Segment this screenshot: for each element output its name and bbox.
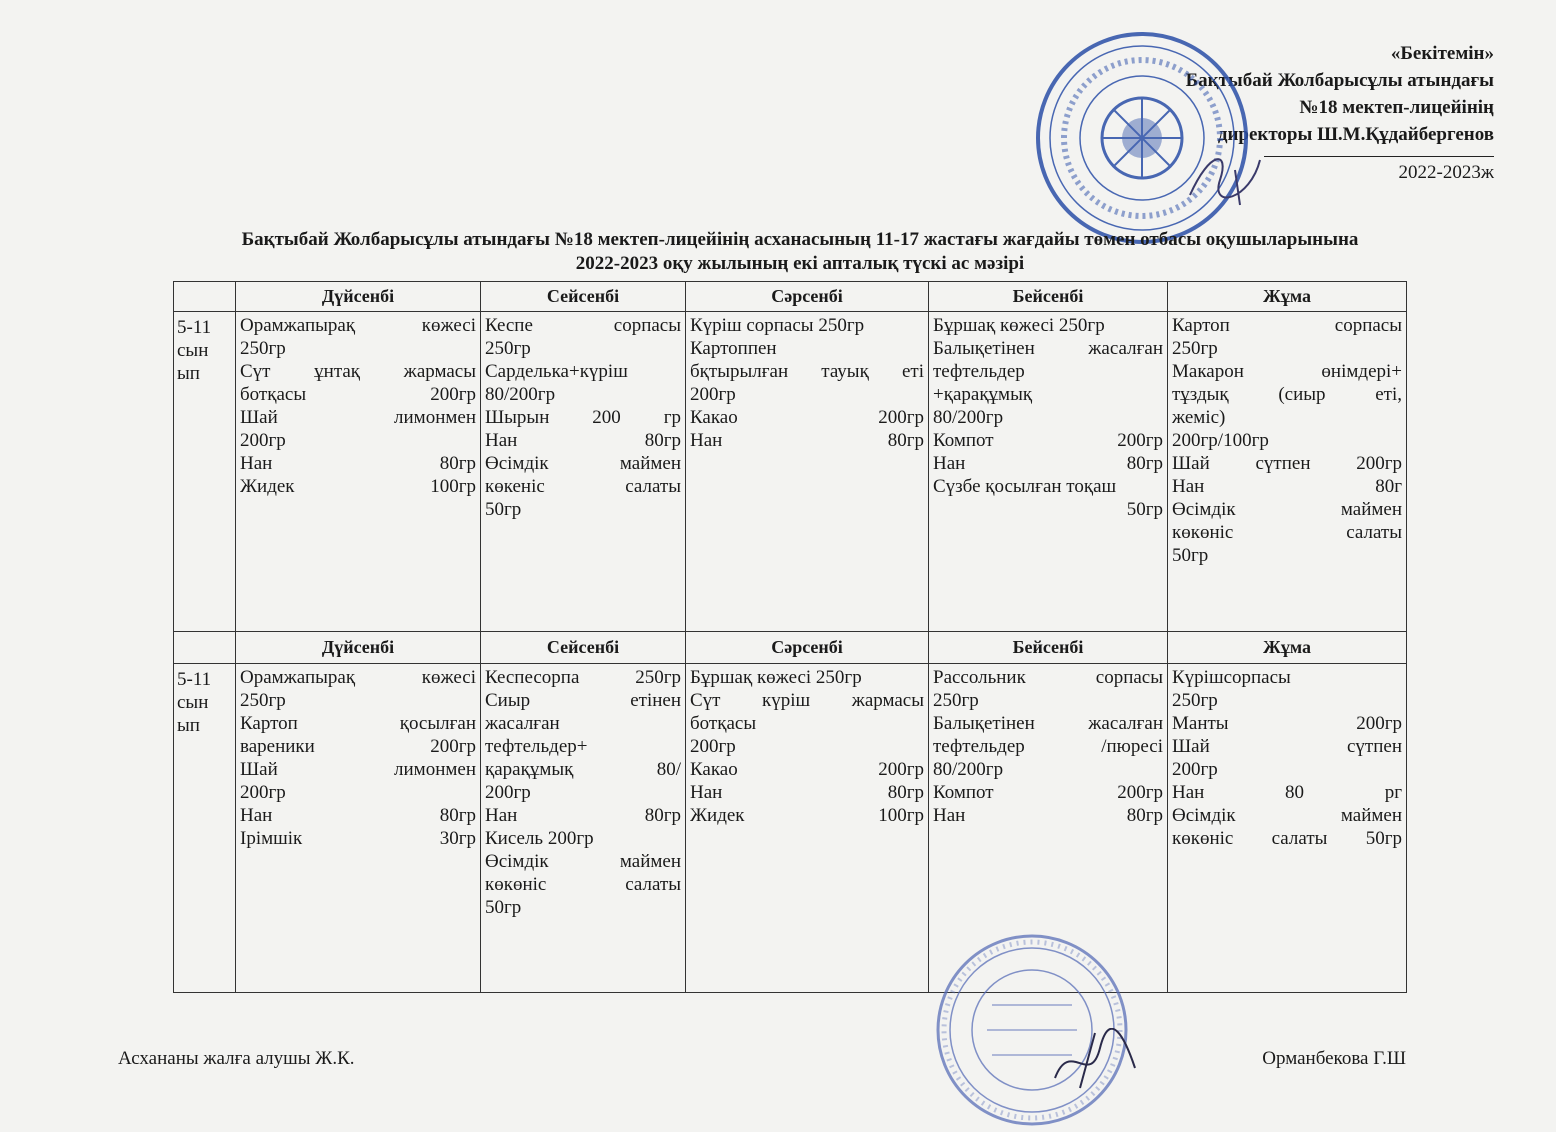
menu-line: Ірімшік 30гр bbox=[240, 828, 476, 849]
menu-line: 50гр bbox=[485, 499, 522, 520]
menu-line: вареники 200гр bbox=[240, 736, 476, 757]
header-blank bbox=[174, 632, 236, 664]
menu-line: 5-11 bbox=[177, 317, 212, 338]
menu-line: Шырын 200 гр bbox=[485, 407, 681, 428]
menu-line: Өсімдік маймен bbox=[485, 453, 681, 474]
menu-line: ып bbox=[177, 363, 200, 384]
title-line-2: 2022-2023 оқу жылының екі апталық түскі ас мәзірі bbox=[575, 253, 1025, 274]
week1-fri-menu bbox=[1168, 312, 1407, 632]
week1-tue-menu bbox=[481, 312, 686, 632]
menu-line: Нан 80гр bbox=[485, 430, 681, 451]
menu-line: ботқасы bbox=[690, 713, 757, 734]
menu-line: 5-11 bbox=[177, 669, 212, 690]
menu-line: Күріш сорпасы 250гр bbox=[690, 315, 865, 336]
menu-line: Кеспесорпа 250гр bbox=[485, 667, 681, 688]
menu-line: Картоп қосылған bbox=[240, 713, 476, 734]
menu-line: көкөніс салаты bbox=[485, 874, 681, 895]
menu-line: Сүт ұнтақ жармасы bbox=[240, 361, 476, 382]
menu-line: тефтельдер bbox=[933, 361, 1025, 382]
menu-line: Балықетінен жасалған bbox=[933, 713, 1163, 734]
menu-line: Орамжапырақ көжесі bbox=[240, 315, 476, 336]
menu-line: Сүт күріш жармасы bbox=[690, 690, 924, 711]
menu-table bbox=[173, 281, 1407, 993]
menu-line: 80/200гр bbox=[933, 407, 1004, 428]
menu-line: 50гр bbox=[485, 897, 522, 918]
menu-line: 200гр bbox=[240, 430, 286, 451]
menu-line: сын bbox=[177, 340, 209, 361]
day-header-thu: Бейсенбі bbox=[929, 282, 1168, 312]
lessee-label: Асхананы жалға алушы Ж.К. bbox=[118, 1048, 355, 1069]
menu-line: сын bbox=[177, 692, 209, 713]
menu-line: Сүзбе қосылған тоқаш bbox=[933, 476, 1117, 497]
week1-wed-menu bbox=[686, 312, 929, 632]
official-seal-icon bbox=[1032, 28, 1252, 248]
menu-line: ып bbox=[177, 715, 200, 736]
lessee-signature-icon bbox=[1050, 1028, 1140, 1098]
menu-line: Орамжапырақ көжесі bbox=[240, 667, 476, 688]
day-header-mon: Дүйсенбі bbox=[236, 632, 481, 664]
week2-mon-menu bbox=[236, 664, 481, 993]
menu-line: Нан 80гр bbox=[933, 453, 1163, 474]
menu-line: Макарон өнімдері+ bbox=[1172, 361, 1402, 382]
menu-line: Өсімдік маймен bbox=[485, 851, 681, 872]
menu-line: ботқасы 200гр bbox=[240, 384, 476, 405]
week1-header-row bbox=[174, 282, 1407, 312]
week2-menu-row bbox=[174, 664, 1407, 993]
menu-line: 250гр bbox=[1172, 338, 1218, 359]
menu-line: көкөніс салаты 50гр bbox=[1172, 828, 1402, 849]
menu-line: Какао 200гр bbox=[690, 407, 924, 428]
grade-label bbox=[174, 664, 236, 993]
menu-line: Нан 80гр bbox=[690, 782, 924, 803]
lessee-name: Орманбекова Г.Ш bbox=[1262, 1048, 1406, 1069]
menu-line: Картоп сорпасы bbox=[1172, 315, 1402, 336]
approval-title: «Бекітемін» bbox=[1390, 43, 1494, 64]
week1-thu-menu bbox=[929, 312, 1168, 632]
menu-line: 200гр bbox=[1172, 759, 1218, 780]
menu-line: тефтельдер+ bbox=[485, 736, 588, 757]
menu-line: 250гр bbox=[1172, 690, 1218, 711]
menu-line: Компот 200гр bbox=[933, 782, 1163, 803]
menu-line: Какао 200гр bbox=[690, 759, 924, 780]
menu-line: 200гр bbox=[690, 384, 736, 405]
menu-line: Шай лимонмен bbox=[240, 407, 476, 428]
menu-line: Жидек 100гр bbox=[240, 476, 476, 497]
day-header-wed: Сәрсенбі bbox=[686, 632, 929, 664]
menu-line: Күрішсорпасы bbox=[1172, 667, 1291, 688]
menu-line: Нан 80гр bbox=[485, 805, 681, 826]
menu-line: жасалған bbox=[485, 713, 560, 734]
menu-line: Картоппен bbox=[690, 338, 777, 359]
menu-line: Манты 200гр bbox=[1172, 713, 1402, 734]
week1-mon-menu bbox=[236, 312, 481, 632]
menu-line: Балықетінен жасалған bbox=[933, 338, 1163, 359]
menu-line: Бұршақ көжесі 250гр bbox=[690, 667, 862, 688]
menu-line: 200гр/100гр bbox=[1172, 430, 1269, 451]
day-header-thu: Бейсенбі bbox=[929, 632, 1168, 664]
menu-line: Сарделька+күріш bbox=[485, 361, 628, 382]
day-header-mon: Дүйсенбі bbox=[236, 282, 481, 312]
approval-school-name: Бақтыбай Жолбарысұлы атындағы bbox=[1185, 70, 1494, 91]
menu-line: бқтырылған тауық еті bbox=[690, 361, 924, 382]
menu-line: жеміс) bbox=[1172, 407, 1226, 428]
menu-line: тефтельдер /пюресі bbox=[933, 736, 1163, 757]
menu-line: Кеспе сорпасы bbox=[485, 315, 681, 336]
menu-line: көкөніс салаты bbox=[1172, 522, 1402, 543]
menu-line: Нан 80г bbox=[1172, 476, 1402, 497]
day-header-fri: Жұма bbox=[1168, 632, 1407, 664]
header-blank bbox=[174, 282, 236, 312]
week2-tue-menu bbox=[481, 664, 686, 993]
menu-line: 250гр bbox=[240, 690, 286, 711]
menu-line: Нан 80гр bbox=[240, 453, 476, 474]
approval-school-number: №18 мектеп-лицейінің bbox=[1299, 97, 1494, 118]
week2-fri-menu bbox=[1168, 664, 1407, 993]
menu-line: Өсімдік маймен bbox=[1172, 805, 1402, 826]
menu-line: Компот 200гр bbox=[933, 430, 1163, 451]
menu-line: 200гр bbox=[485, 782, 531, 803]
menu-line: Бұршақ көжесі 250гр bbox=[933, 315, 1105, 336]
week1-menu-row bbox=[174, 312, 1407, 632]
menu-line: Кисель 200гр bbox=[485, 828, 594, 849]
menu-line: 250гр bbox=[933, 690, 979, 711]
day-header-tue: Сейсенбі bbox=[481, 282, 686, 312]
week2-wed-menu bbox=[686, 664, 929, 993]
menu-line: Нан 80гр bbox=[933, 805, 1163, 826]
menu-line: 50гр bbox=[1172, 545, 1209, 566]
week2-header-row bbox=[174, 632, 1407, 664]
menu-line: Сиыр етінен bbox=[485, 690, 681, 711]
menu-line: Шай сүтпен 200гр bbox=[1172, 453, 1402, 474]
approval-director: директоры Ш.М.Құдайбергенов bbox=[1217, 124, 1494, 145]
menu-line: 200гр bbox=[240, 782, 286, 803]
menu-line: 250гр bbox=[485, 338, 531, 359]
menu-line: Шай лимонмен bbox=[240, 759, 476, 780]
menu-line: тұздық (сиыр еті, bbox=[1172, 384, 1402, 405]
day-header-tue: Сейсенбі bbox=[481, 632, 686, 664]
menu-line: 200гр bbox=[690, 736, 736, 757]
menu-line: 80/200гр bbox=[485, 384, 556, 405]
menu-line: көкеніс салаты bbox=[485, 476, 681, 497]
day-header-fri: Жұма bbox=[1168, 282, 1407, 312]
day-header-wed: Сәрсенбі bbox=[686, 282, 929, 312]
director-signature-icon bbox=[1180, 140, 1270, 210]
menu-line: Өсімдік маймен bbox=[1172, 499, 1402, 520]
menu-line: Нан 80гр bbox=[240, 805, 476, 826]
menu-line: Шай сүтпен bbox=[1172, 736, 1402, 757]
menu-line: 250гр bbox=[240, 338, 286, 359]
menu-line: Нан 80 рг bbox=[1172, 782, 1402, 803]
menu-line: 80/200гр bbox=[933, 759, 1004, 780]
document-title bbox=[80, 228, 1520, 276]
menu-line: Нан 80гр bbox=[690, 430, 924, 451]
grade-label bbox=[174, 312, 236, 632]
title-line-1: Бақтыбай Жолбарысұлы атындағы №18 мектеп-лицейінің асханасының 11-17 жастағы жағдайы төмен отбасы оқушыларынына bbox=[241, 229, 1359, 250]
menu-line: қарақұмық 80/ bbox=[485, 759, 681, 780]
menu-line: Рассольник сорпасы bbox=[933, 667, 1163, 688]
menu-line: +қарақұмық bbox=[933, 384, 1033, 405]
menu-line: 50гр bbox=[1126, 499, 1163, 520]
menu-line: Жидек 100гр bbox=[690, 805, 924, 826]
approval-year: 2022-2023ж bbox=[1264, 156, 1494, 186]
